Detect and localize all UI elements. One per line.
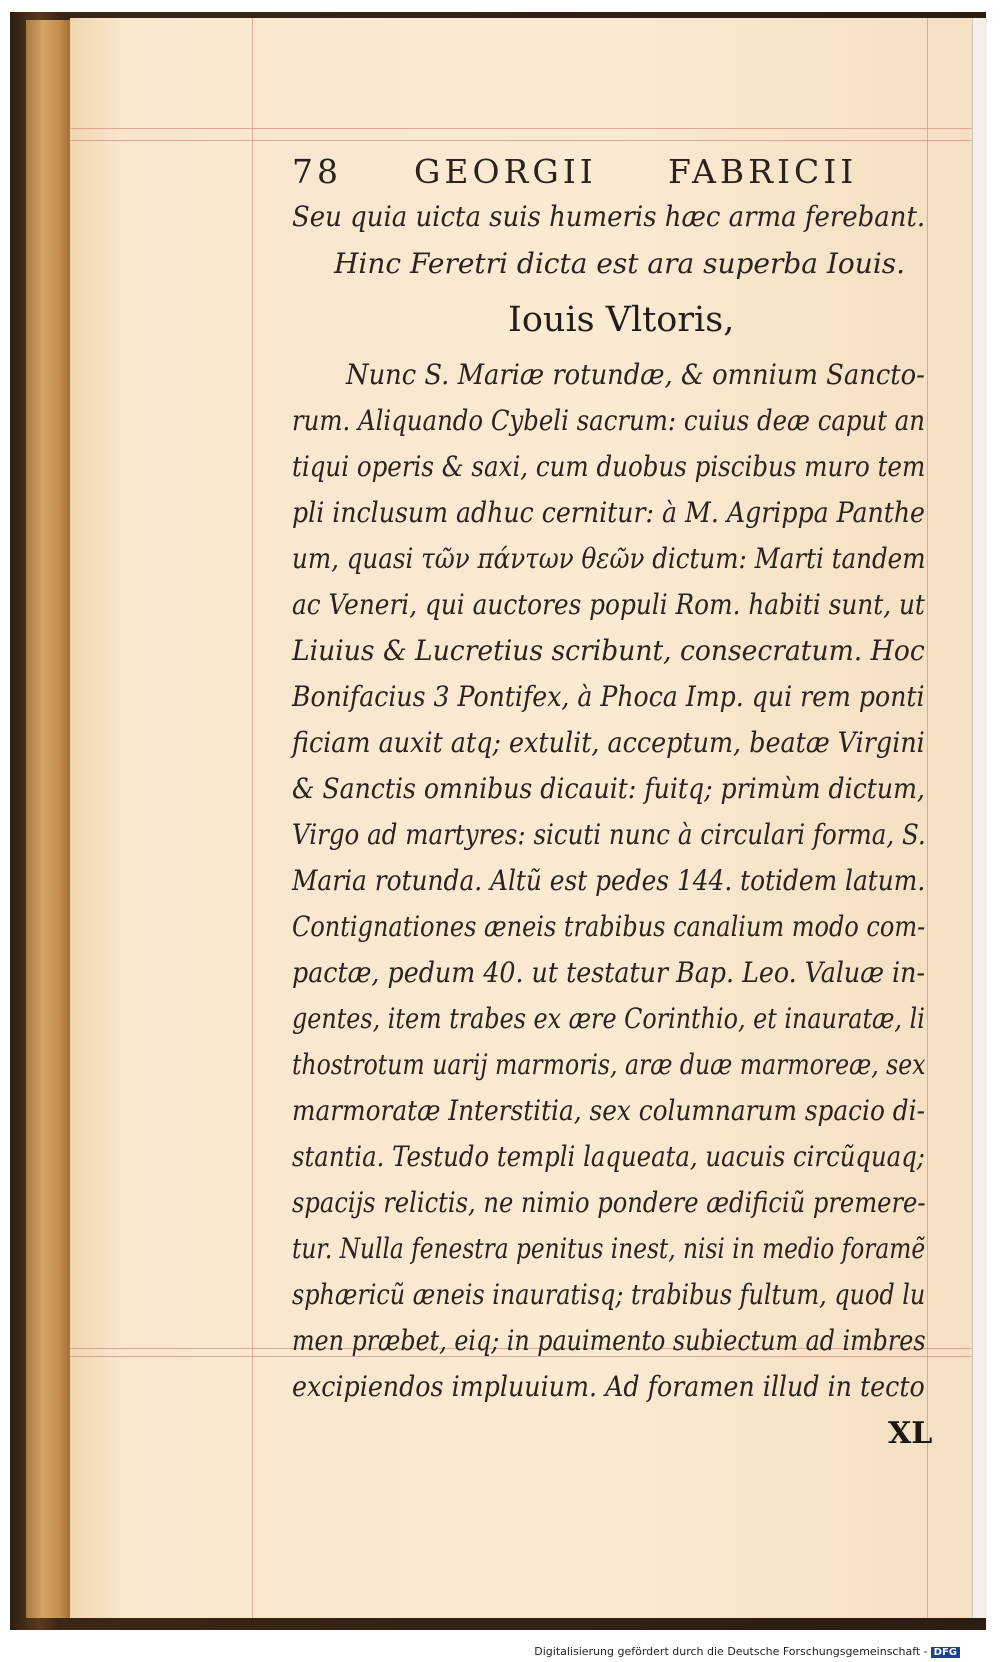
text-line: ficiam auxit atq; extulit, acceptum, beatæ Virgini — [292, 726, 925, 759]
running-header — [292, 152, 932, 196]
ruled-line-vertical — [252, 18, 253, 1618]
page-number: 78 — [292, 152, 342, 191]
text-line: Seu quia uicta suis humeris hæc arma ferebant. — [292, 200, 926, 233]
text-line: & Sanctis omnibus dicauit: fuitq; primùm dictum, — [292, 772, 925, 805]
text-line: thostrotum uarij marmoris, aræ duæ marmoreæ, sex — [292, 1048, 926, 1081]
text-line: Liuius & Lucretius scribunt, consecratum. Hoc — [292, 634, 925, 667]
text-line: stantia. Testudo templi laqueata, uacuis circũquaq; — [292, 1140, 926, 1173]
running-title-author: GEORGII — [414, 152, 597, 191]
page-right-margin — [972, 18, 987, 1618]
signature-mark: XL — [888, 1416, 933, 1451]
text-line: spacijs relictis, ne nimio pondere ædificiũ premere- — [292, 1186, 926, 1219]
text-line: Virgo ad martyres: sicuti nunc à circulari forma, S. — [292, 818, 926, 851]
page-stack-edge — [26, 20, 74, 1618]
text-line: ac Veneri, qui auctores populi Rom. habiti sunt, ut — [292, 588, 925, 621]
ruled-line-horizontal — [70, 140, 972, 141]
text-line: Hinc Feretri dicta est ara superba Iouis. — [334, 247, 906, 280]
dfg-logo: DFG — [931, 1647, 960, 1658]
text-line: excipiendos impluuium. Ad foramen illud in tecto — [292, 1370, 925, 1403]
text-line: um, quasi τῶν πάντων θεῶν dictum: Marti tandem — [292, 542, 926, 575]
text-line: Nunc S. Mariæ rotundæ, & omnium Sancto- — [346, 358, 925, 391]
text-line: Contignationes æneis trabibus canalium modo com- — [292, 910, 926, 943]
ruled-line-vertical — [927, 18, 928, 1618]
credit-text: Digitalisierung gefördert durch die Deutsche Forschungsgemeinschaft - — [534, 1645, 928, 1658]
running-title-name: FABRICII — [668, 152, 858, 191]
text-line: pli inclusum adhuc cernitur: à M. Agrippa Panthe — [292, 496, 925, 529]
ruled-line-horizontal — [70, 128, 972, 129]
text-line: pactæ, pedum 40. ut testatur Bap. Leo. Valuæ in- — [292, 956, 925, 989]
text-line: gentes, item trabes ex ære Corinthio, et inauratæ, li — [292, 1002, 925, 1035]
digitization-credit — [534, 1645, 960, 1658]
text-line: tiqui operis & saxi, cum duobus piscibus muro tem — [292, 450, 926, 483]
text-line: marmoratæ Interstitia, sex columnarum spacio di- — [292, 1094, 925, 1127]
text-line: men præbet, eiq; in pauimento subiectum ad imbres — [292, 1324, 926, 1357]
text-line: Bonifacius 3 Pontifex, à Phoca Imp. qui rem ponti — [292, 680, 925, 713]
text-line: rum. Aliquando Cybeli sacrum: cuius deæ caput an — [292, 404, 926, 437]
text-line: sphæricũ æneis inauratisq; trabibus fultum, quod lu — [292, 1278, 926, 1311]
text-line: tur. Nulla fenestra penitus inest, nisi in medio foramẽ — [292, 1232, 926, 1265]
text-line: Maria rotunda. Altũ est pedes 144. totidem latum. — [292, 864, 926, 897]
section-heading: Iouis Vltoris, — [508, 300, 735, 340]
